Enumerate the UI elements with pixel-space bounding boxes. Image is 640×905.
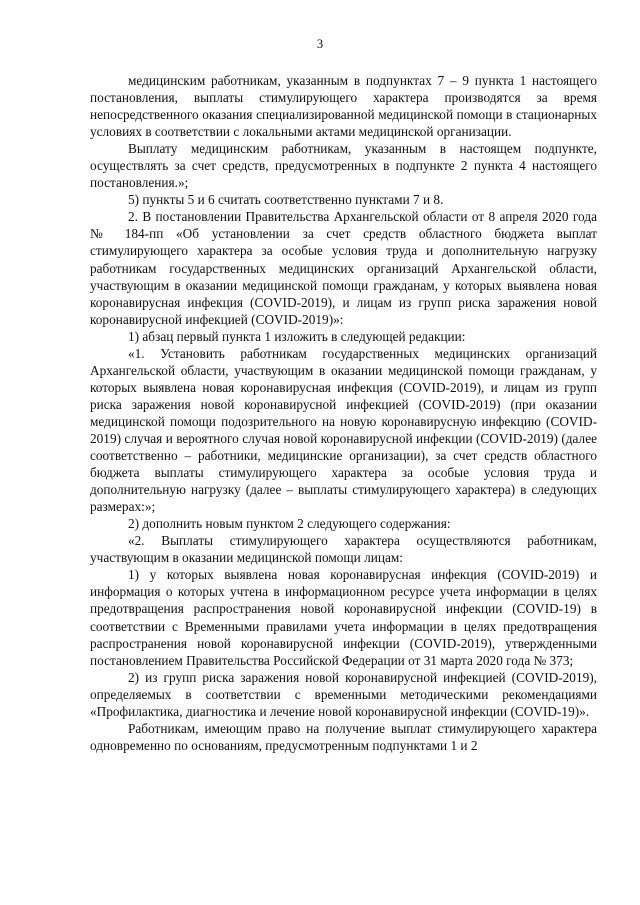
paragraph: 2) дополнить новым пунктом 2 следующего содержания:	[128, 516, 451, 532]
paragraph: 2. В постановлении Правительства Архангельской области от 8 апреля 2020 года № 184-пп «Об установлении за счет средств областного бюджета выплат стимулирующего характера за особые условия труда и дополнительную нагрузку работникам государственных медицинских организаций Архангельской области, участвующим в оказании медицинской помощи гражданам, у которых выявлена новая коронавирусная инфекция (COVID-2019), и лицам из групп риска заражения новой коронавирусной инфекцией (COVID-2019)»:	[90, 209, 597, 327]
paragraph: «1. Установить работникам государственных медицинских организаций Архангельской области, участвующим в оказании медицинской помощи гражданам, у которых выявлена новая коронавирусная инфекция (COVID-2019), и лицам из групп риска заражения новой коронавирусной инфекцией (COVID-2019) (при оказании медицинской помощи подозрительного на новую коронавирусную инфекцию (COVID-2019) случая и вероятного случая новой коронавирусной инфекции (COVID-2019) (далее соответственно – работники, медицинские организации), за счет средств областного бюджета выплаты стимулирующего характера за особые условия труда и дополнительную нагрузку (далее – выплаты стимулирующего характера) в следующих размерах:»;	[90, 345, 597, 515]
paragraph: 5) пункты 5 и 6 считать соответственно пунктами 7 и 8.	[128, 192, 444, 208]
page-number: 3	[316, 37, 324, 51]
paragraph: Выплату медицинским работникам, указанным в настоящем подпункте, осуществлять за счет средств, предусмотренных в подпункте 2 пункта 4 настоящего постановления.»;	[90, 141, 597, 191]
paragraph: «2. Выплаты стимулирующего характера осуществляются работникам, участвующим в оказании медицинской помощи лицам:	[90, 533, 597, 566]
paragraph: 1) абзац первый пункта 1 изложить в следующей редакции:	[128, 328, 466, 344]
paragraph: Работникам, имеющим право на получение выплат стимулирующего характера одновременно по основаниям, предусмотренным подпунктами 1 и 2	[90, 720, 597, 753]
document-body	[90, 72, 597, 754]
paragraph: 2) из групп риска заражения новой коронавирусной инфекцией (COVID-2019), определяемых в соответствии с временными методическими рекомендациями «Профилактика, диагностика и лечение новой коронавирусной инфекции (COVID-19)».	[90, 669, 597, 719]
paragraph: медицинским работникам, указанным в подпунктах 7 – 9 пункта 1 настоящего постановления, выплаты стимулирующего характера производятся за время непосредственного оказания специализированной медицинской помощи в стационарных условиях в соответствии с локальными актами медицинской организации.	[90, 73, 597, 140]
paragraph: 1) у которых выявлена новая коронавирусная инфекция (COVID-2019) и информация о которых учтена в информационном ресурсе учета информации в целях предотвращения распространения новой коронавирусной инфекции (COVID-19) в соответствии с Временными правилами учета информации в целях предотвращения распространения новой коронавирусной инфекции (COVID-2019), утвержденными постановлением Правительства Российской Федерации от 31 марта 2020 года № 373;	[90, 567, 597, 668]
